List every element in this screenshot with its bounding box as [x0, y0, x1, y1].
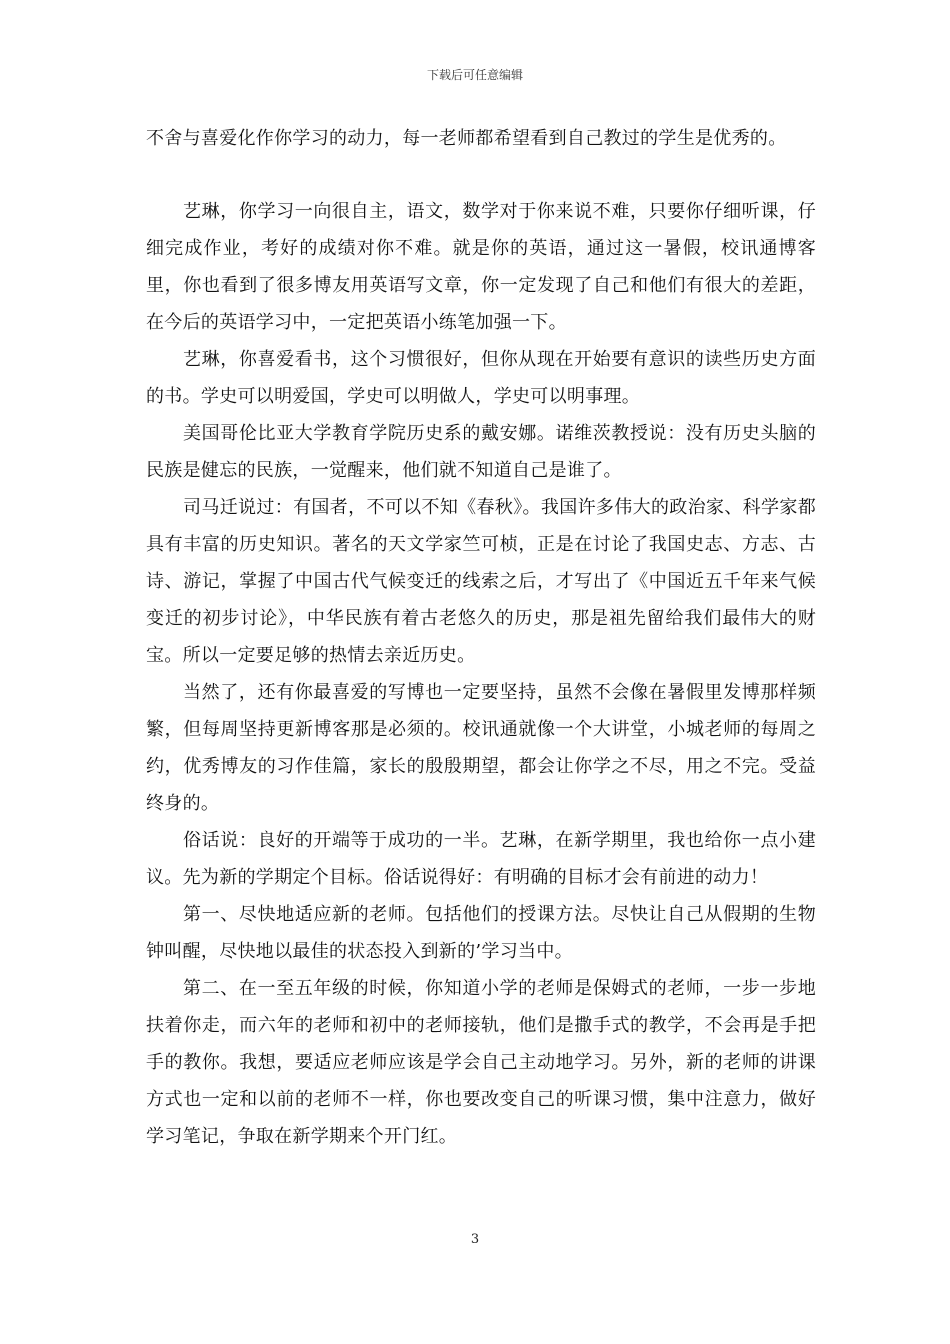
document-body	[146, 120, 816, 1155]
paragraph-4: 美国哥伦比亚大学教育学院历史系的戴安娜。诺维茨教授说：没有历史头脑的民族是健忘的民族，一觉醒来，他们就不知道自己是谁了。	[146, 423, 816, 481]
paragraph-2: 艺琳，你学习一向很自主，语文，数学对于你来说不难，只要你仔细听课，仔细完成作业，考好的成绩对你不难。就是你的英语，通过这一暑假，校讯通博客里，你也看到了很多博友用英语写文章，你一定发现了自己和他们有很大的差距，在今后的英语学习中，一定把英语小练笔加强一下。	[146, 201, 816, 333]
paragraph-8: 第一、尽快地适应新的老师。包括他们的授课方法。尽快让自己从假期的生物钟叫醒，尽快地以最佳的状态投入到新的’学习当中。	[146, 904, 816, 962]
page-number: 3	[470, 1232, 480, 1247]
paragraph-9: 第二、在一至五年级的时候，你知道小学的老师是保姆式的老师，一步一步地扶着你走，而六年的老师和初中的老师接轨，他们是撒手式的教学，不会再是手把手的教你。我想，要适应老师应该是学会自己主动地学习。另外，新的老师的讲课方式也一定和以前的老师不一样，你也要改变自己的听课习惯，集中注意力，做好学习笔记，争取在新学期来个开门红。	[146, 978, 816, 1147]
paragraph-7: 俗话说：良好的开端等于成功的一半。艺琳，在新学期里，我也给你一点小建议。先为新的学期定个目标。俗话说得好：有明确的目标才会有前进的动力！	[146, 830, 816, 888]
paragraph-3: 艺琳，你喜爱看书，这个习惯很好，但你从现在开始要有意识的读些历史方面的书。学史可以明爱国，学史可以明做人，学史可以明事理。	[146, 349, 816, 407]
header-note: 下载后可任意编辑	[426, 68, 523, 82]
paragraph-5: 司马迁说过：有国者，不可以不知《春秋》。我国许多伟大的政治家、科学家都具有丰富的历史知识。著名的天文学家竺可桢，正是在讨论了我国史志、方志、古诗、游记，掌握了中国古代气候变迁的线索之后，才写出了《中国近五千年来气候变迁的初步讨论》，中华民族有着古老悠久的历史，那是祖先留给我们最伟大的财宝。所以一定要足够的热情去亲近历史。	[146, 497, 816, 666]
paragraph-6: 当然了，还有你最喜爱的写博也一定要坚持，虽然不会像在暑假里发博那样频繁，但每周坚持更新博客那是必须的。校讯通就像一个大讲堂，小城老师的每周之约，优秀博友的习作佳篇，家长的殷殷期望，都会让你学之不尽，用之不完。受益终身的。	[146, 682, 816, 814]
paragraph-1: 不舍与喜爱化作你学习的动力，每一老师都希望看到自己教过的学生是优秀的。	[146, 128, 787, 149]
